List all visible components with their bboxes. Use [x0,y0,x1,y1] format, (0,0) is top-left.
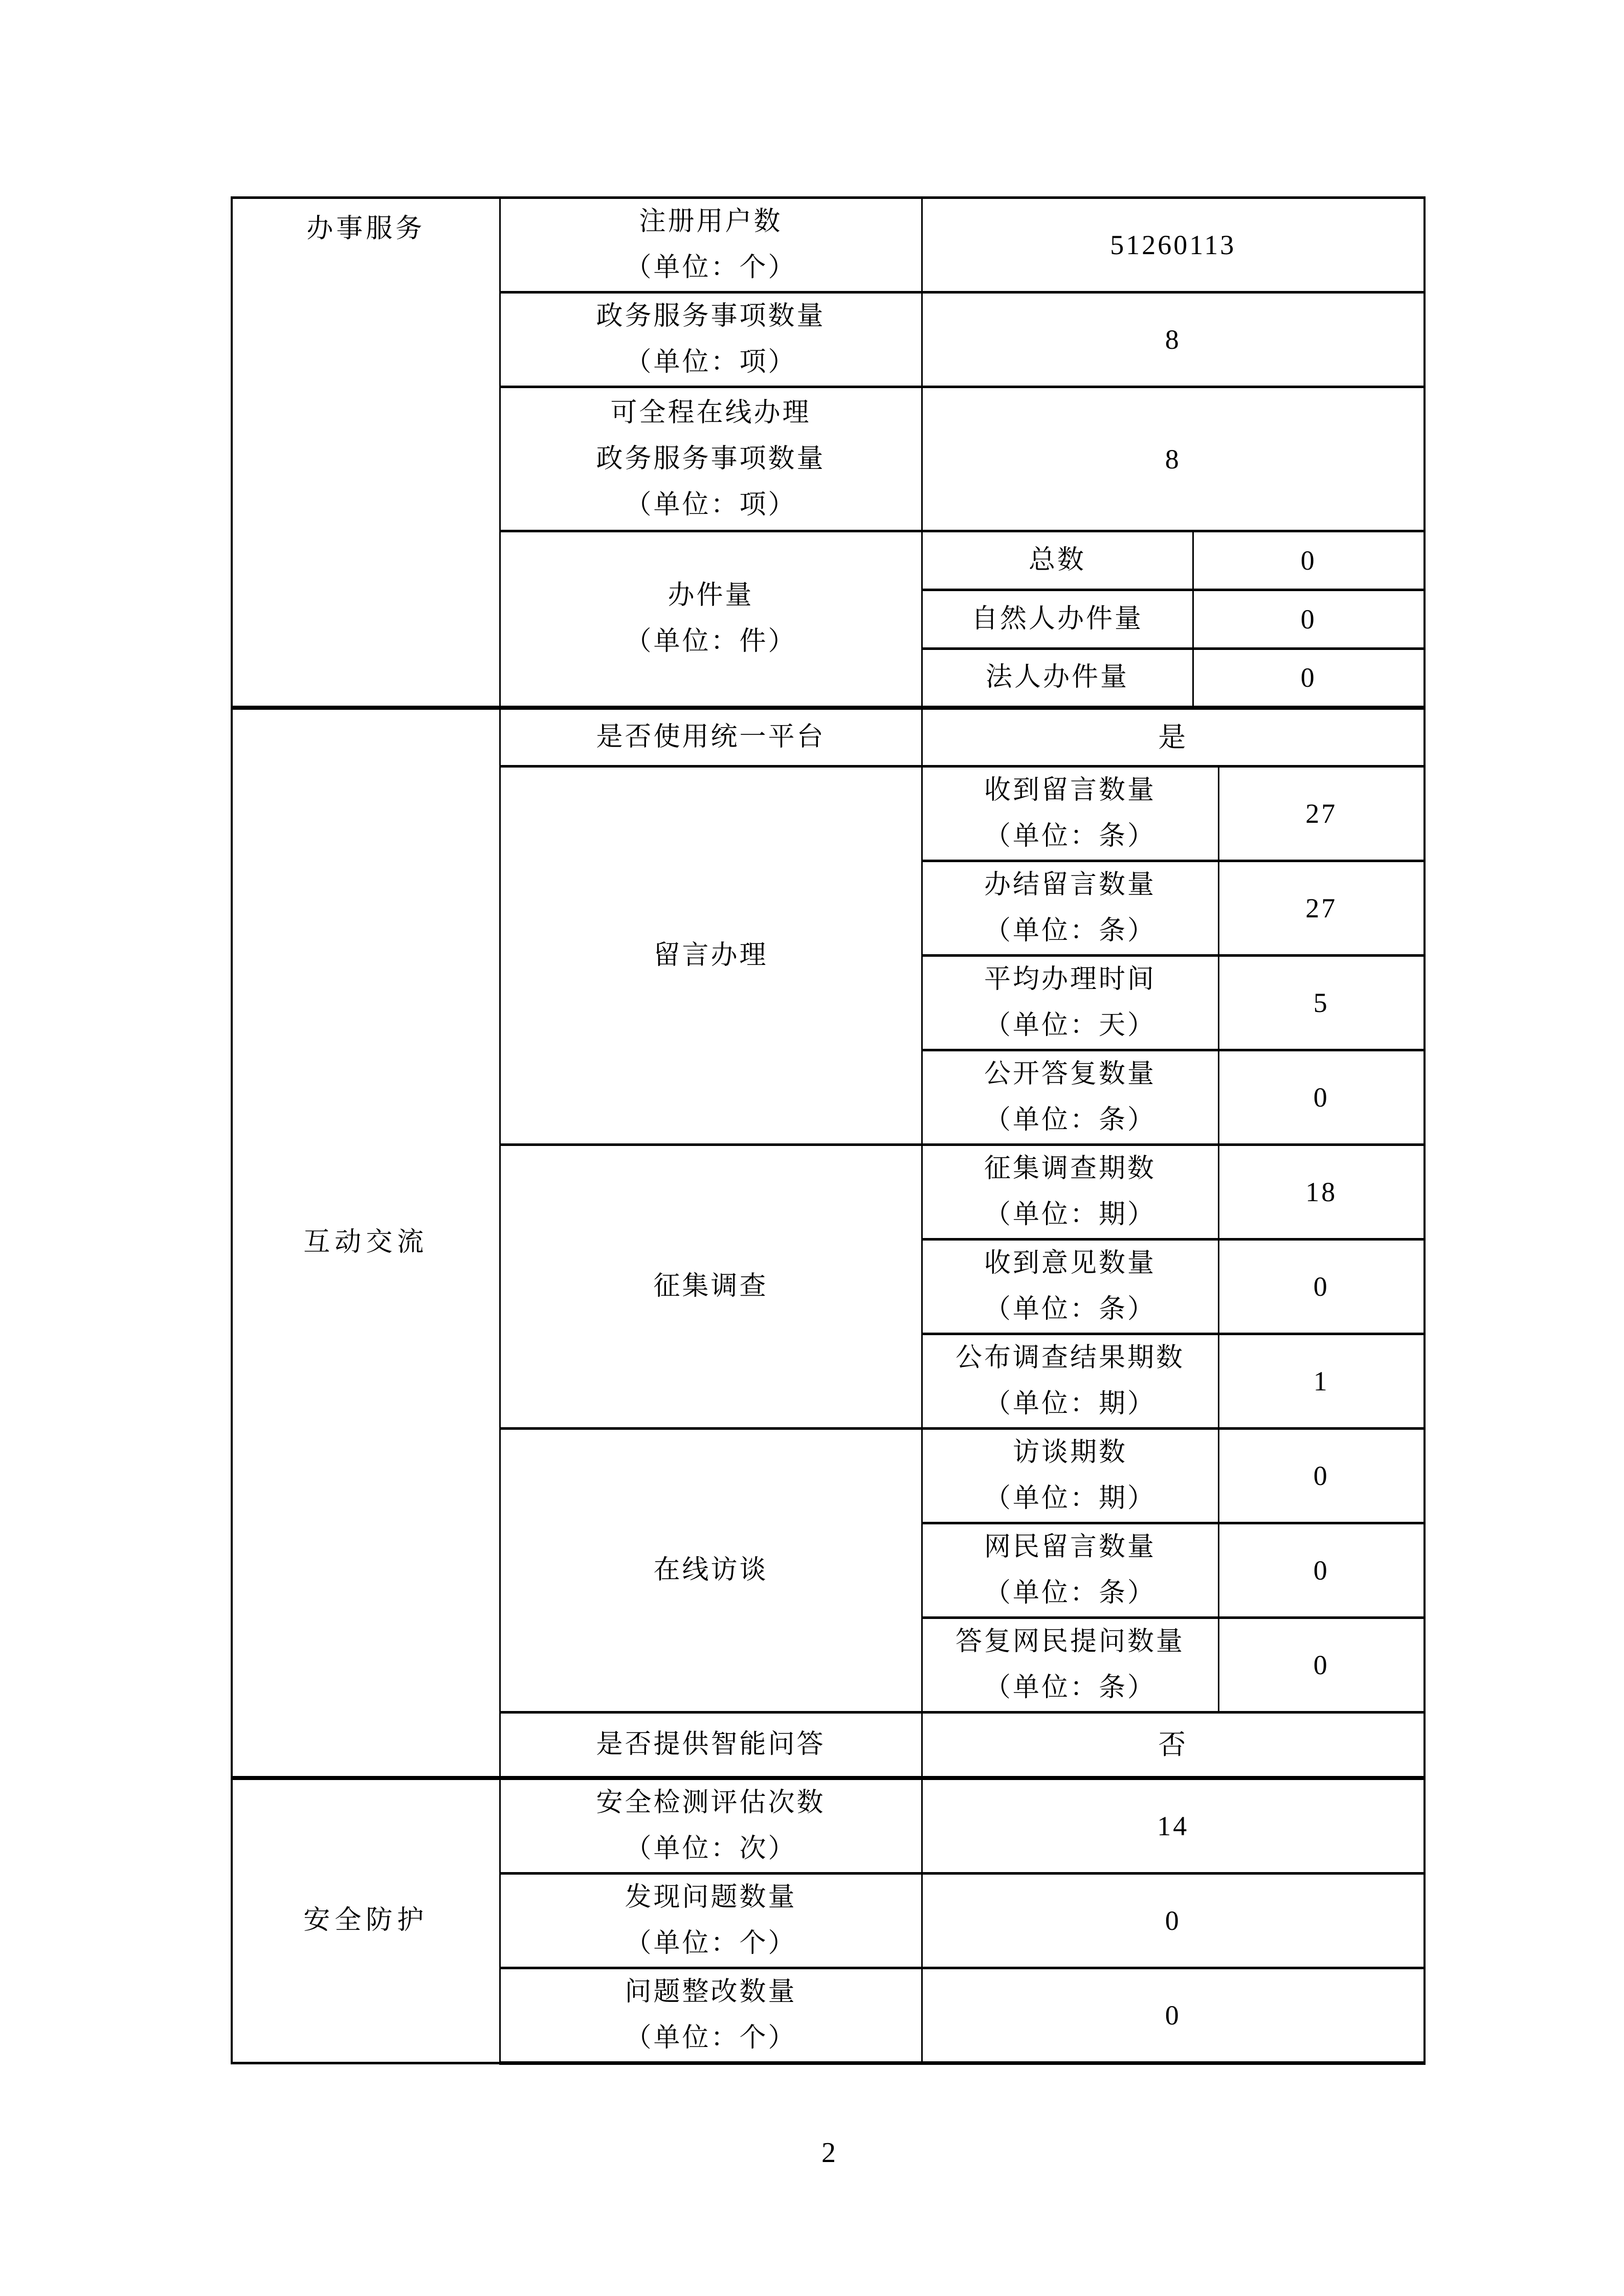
sub-item-label [922,1334,1218,1429]
label-line: （单位：个） [625,1928,797,1958]
label-line: 发现问题数量 [625,1882,797,1912]
sub-item-value: 27 [1218,861,1425,956]
item-label [500,1429,922,1713]
label-line: （单位：天） [984,1011,1156,1040]
sub-item-value: 27 [1218,767,1425,861]
item-label [500,1713,922,1778]
item-value: 14 [922,1778,1425,1874]
label-line: 公开答复数量 [984,1060,1156,1089]
label-line: 办结留言数量 [984,870,1156,899]
sub-item-value: 0 [1193,531,1425,590]
category-label: 互动交流 [303,1228,429,1257]
label-line: （单位：期） [984,1200,1156,1229]
label-line: （单位：条） [984,916,1156,946]
item-value: 否 [922,1713,1425,1778]
item-label [500,1873,922,1968]
sub-item-label [922,1240,1218,1334]
sub-item-value: 5 [1218,956,1425,1050]
label-line: （单位：条） [984,1106,1156,1135]
sub-item-label [922,1523,1218,1618]
label-line: （单位：条） [984,1295,1156,1324]
label-line: 征集调查期数 [984,1154,1156,1183]
item-label [500,292,922,387]
category-label: 办事服务 [306,214,426,243]
label-line: （单位：项） [625,490,797,520]
item-label [500,198,922,292]
label-line: 安全检测评估次数 [596,1788,826,1817]
item-value: 是 [922,708,1425,767]
sub-item-label [922,1050,1218,1145]
label-line: （单位：个） [625,2023,797,2053]
sub-item-value: 0 [1218,1523,1425,1618]
page-number: 2 [821,2137,836,2169]
label-line: 是否使用统一平台 [596,722,826,752]
sub-item-value: 0 [1193,649,1425,708]
item-label [500,1968,922,2063]
label-line: （单位：条） [984,822,1156,851]
item-label [500,387,922,531]
label-line: （单位：次） [625,1834,797,1863]
label-line: 收到留言数量 [984,776,1156,805]
report-table [231,196,1426,2065]
sub-item-value: 1 [1218,1334,1425,1429]
sub-item-value: 0 [1218,1618,1425,1713]
category-security [232,1778,500,2063]
label-line: 收到意见数量 [984,1249,1156,1278]
sub-item-value: 0 [1193,590,1425,649]
label-line: （单位：期） [984,1389,1156,1419]
sub-item-label [922,531,1193,590]
label-line: 公布调查结果期数 [955,1343,1185,1372]
label-line: 政务服务事项数量 [596,302,826,331]
label-line: 问题整改数量 [625,1977,797,2007]
label-line: 可全程在线办理 [610,398,811,427]
label-line: （单位：条） [984,1673,1156,1702]
item-label [500,708,922,767]
label-line: 是否提供智能问答 [596,1729,826,1759]
label-line: 在线访谈 [653,1556,768,1585]
sub-item-value: 0 [1218,1429,1425,1523]
item-label [500,767,922,1145]
category-label: 安全防护 [303,1906,429,1935]
label-line: （单位：件） [625,627,797,657]
item-label [500,1778,922,1874]
sub-item-label [922,1429,1218,1523]
item-value: 0 [922,1968,1425,2063]
sub-item-label [922,956,1218,1050]
sub-item-label [922,1618,1218,1713]
category-service [232,198,500,708]
label-line: 答复网民提问数量 [955,1627,1185,1656]
label-line: 政务服务事项数量 [596,444,826,474]
item-value: 51260113 [922,198,1425,292]
label-line: （单位：期） [984,1484,1156,1513]
label-line: （单位：条） [984,1579,1156,1608]
label-line: 平均办理时间 [984,965,1156,994]
label-line: 访谈期数 [1012,1438,1127,1467]
sub-item-value: 18 [1218,1145,1425,1240]
item-value: 0 [922,1873,1425,1968]
item-value: 8 [922,387,1425,531]
item-label [500,531,922,708]
sub-item-label [922,861,1218,956]
label-line: （单位：项） [625,348,797,377]
label-line: 自然人办件量 [971,604,1143,634]
label-line: 网民留言数量 [984,1533,1156,1562]
label-line: 征集调查 [653,1272,768,1301]
category-interaction [232,708,500,1778]
label-line: 注册用户数 [639,207,783,236]
sub-item-label [922,590,1193,649]
label-line: 办件量 [668,581,754,611]
sub-item-value: 0 [1218,1050,1425,1145]
item-value: 8 [922,292,1425,387]
label-line: 留言办理 [653,940,768,970]
sub-item-label [922,1145,1218,1240]
label-line: 总数 [1028,546,1086,575]
sub-item-value: 0 [1218,1240,1425,1334]
label-line: （单位：个） [625,253,797,282]
label-line: 法人办件量 [985,663,1129,692]
item-label [500,1145,922,1429]
sub-item-label [922,649,1193,708]
sub-item-label [922,767,1218,861]
